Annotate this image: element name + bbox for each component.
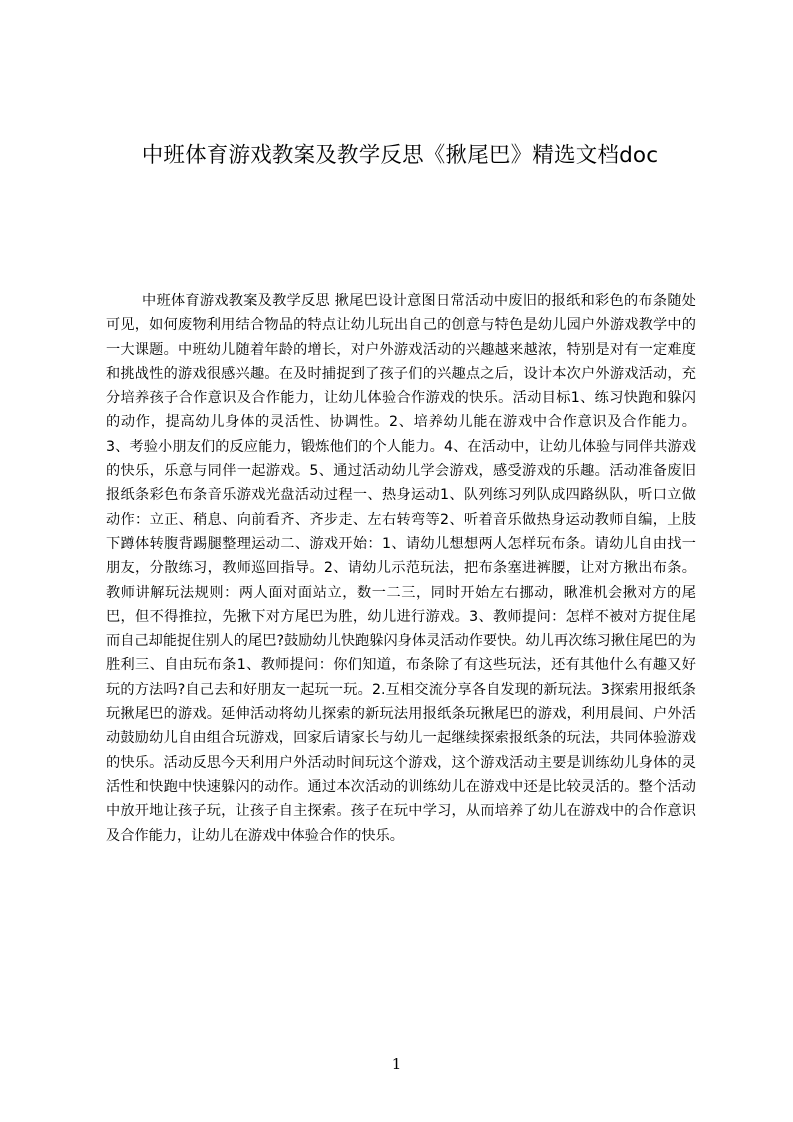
document-body-paragraph: 中班体育游戏教案及教学反思 揪尾巴设计意图日常活动中废旧的报纸和彩色的布条随处可见，如何废物利用结合物品的特点让幼儿玩出自己的创意与特色是幼儿园户外游戏教学中的一大课题。中班幼儿随着年龄的增长，对户外游戏活动的兴趣越来越浓，特别是对有一定难度和挑战性的游戏很感兴趣。在及时捕捉到了孩子们的兴趣点之后，设计本次户外游戏活动，充分培养孩子合作意识及合作能力，让幼儿体验合作游戏的快乐。活动目标1、练习快跑和躲闪的动作，提高幼儿身体的灵活性、协调性。2、培养幼儿能在游戏中合作意识及合作能力。 3、考验小朋友们的反应能力，锻炼他们的个人能力。4、在活动中，让幼儿体验与同伴共游戏的快乐，乐意与同伴一起游戏。5、通过活动幼儿学会游戏，感受游戏的乐趣。活动准备废旧报纸条彩色布条音乐游戏光盘活动过程一、热身运动1、队列练习列队成四路纵队，听口立做动作：立正、稍息、向前看齐、齐步走、左右转弯等2、听着音乐做热身运动教师自编，上肢下蹲体转腹背踢腿整理运动二、游戏开始：1、请幼儿想想两人怎样玩布条。请幼儿自由找一朋友，分散练习，教师巡回指导。2、请幼儿示范玩法，把布条塞进裤腰，让对方揪出布条。教师讲解玩法规则：两人面对面站立，数一二三，同时开始左右挪动，瞅准机会揪对方的尾巴，但不得推拉，先揪下对方尾巴为胜，幼儿进行游戏。3、教师提问：怎样不被对方捉住尾而自己却能捉住别人的尾巴?鼓励幼儿快跑躲闪身体灵活动作要快。幼儿再次练习揪住尾巴的为胜利三、自由玩布条1、教师提问：你们知道，布条除了有这些玩法，还有其他什么有趣又好玩的方法吗?自己去和好朋友一起玩一玩。2.互相交流分享各自发现的新玩法。3探索用报纸条玩揪尾巴的游戏。延伸活动将幼儿探索的新玩法用报纸条玩揪尾巴的游戏，利用晨间、户外活动鼓励幼儿自由组合玩游戏，回家后请家长与幼儿一起继续探索报纸条的玩法，共同体验游戏的快乐。活动反思今天利用户外活动时间玩这个游戏，这个游戏活动主要是训练幼儿身体的灵活性和快跑中快速躲闪的动作。通过本次活动的训练幼儿在游戏中还是比较灵活的。整个活动中放开地让孩子玩，让孩子自主探索。孩子在玩中学习，从而培养了幼儿在游戏中的合作意识及合作能力，让幼儿在游戏中体验合作的快乐。 — [106, 293, 696, 844]
page-number: 1 — [391, 1055, 402, 1073]
document-title: 中班体育游戏教案及教学反思《揪尾巴》精选文档doc — [141, 143, 659, 168]
